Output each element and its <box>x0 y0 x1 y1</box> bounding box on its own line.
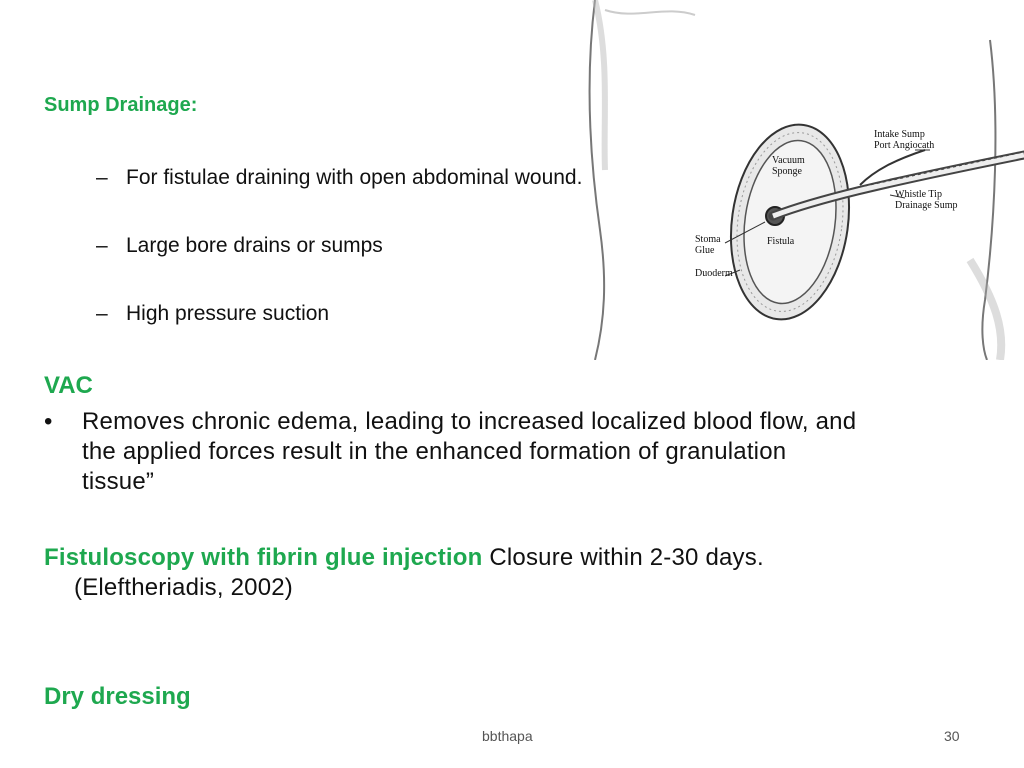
vac-bullet-line1: Removes chronic edema, leading to increased localized blood flow, and <box>82 408 857 435</box>
label-stoma-line2: Glue <box>695 245 715 256</box>
label-whistle-line2: Drainage Sump <box>895 200 958 211</box>
vac-bullet-line2: the applied forces result in the enhanced formation of granulation <box>82 438 787 465</box>
label-duoderm: Duoderm <box>695 268 733 279</box>
sump-item-1-text: For fistulae draining with open abdominal wound. <box>126 166 583 189</box>
label-intake-line2: Port Angiocath <box>874 140 935 151</box>
page-number: 30 <box>944 728 960 744</box>
label-intake-line1: Intake Sump <box>874 129 925 140</box>
label-whistle-line1: Whistle Tip <box>895 189 942 200</box>
abdomen-drawing <box>575 0 1024 360</box>
dry-dressing-heading: Dry dressing <box>44 683 191 710</box>
label-stoma-line1: Stoma <box>695 234 721 245</box>
dash-marker: – <box>96 166 108 189</box>
sump-item-2-text: Large bore drains or sumps <box>126 234 383 257</box>
label-intake-sump <box>874 129 934 151</box>
label-vacuum-line1: Vacuum <box>772 155 805 166</box>
fistuloscopy-text: Closure within 2-30 days. <box>482 544 764 571</box>
dash-marker: – <box>96 302 108 325</box>
sump-item-2 <box>96 234 383 258</box>
sump-drainage-illustration <box>575 0 1024 360</box>
sump-item-1 <box>96 166 582 190</box>
label-vacuum-sponge <box>772 155 805 177</box>
label-vacuum-line2: Sponge <box>772 166 802 177</box>
fistuloscopy-paragraph <box>44 543 1004 603</box>
bullet-marker: • <box>44 408 53 435</box>
footer-author: bbthapa <box>482 728 533 744</box>
vac-bullet <box>44 407 1004 497</box>
label-stoma-glue <box>695 234 721 256</box>
fistuloscopy-citation: (Eleftheriadis, 2002) <box>74 574 293 601</box>
label-fistula: Fistula <box>767 236 795 247</box>
label-whistle-tip <box>895 189 958 211</box>
vac-bullet-line3: tissue” <box>82 468 155 495</box>
sump-item-3-text: High pressure suction <box>126 302 330 325</box>
vac-heading: VAC <box>44 372 93 399</box>
fistuloscopy-heading: Fistuloscopy with fibrin glue injection <box>44 544 483 571</box>
dash-marker: – <box>96 234 108 257</box>
sump-drainage-heading: Sump Drainage: <box>44 94 198 116</box>
sump-item-3 <box>96 302 329 326</box>
